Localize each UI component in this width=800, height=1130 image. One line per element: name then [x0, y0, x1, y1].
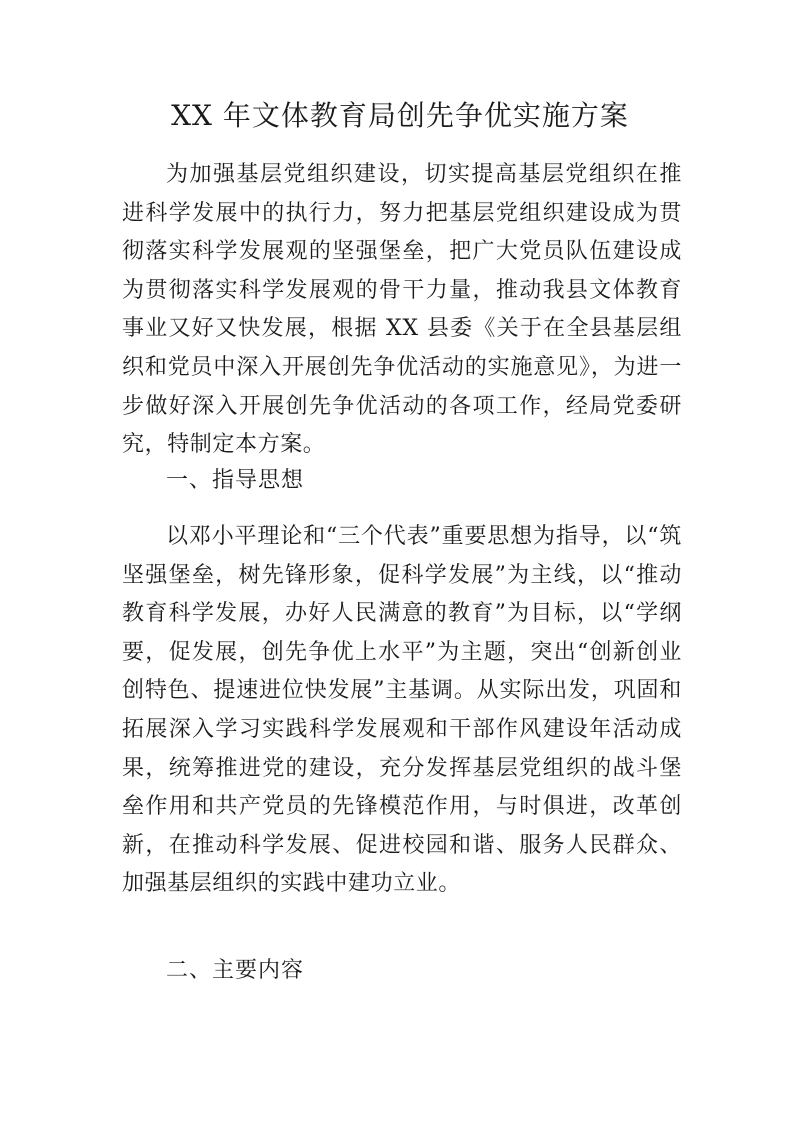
- document-title: XX 年文体教育局创先争优实施方案: [171, 99, 629, 132]
- intro-paragraph: 为加强基层党组织建设，切实提高基层党组织在推进科学发展中的执行力，努力把基层党组织建设成为贯彻落实科学发展观的坚强堡垒，把广大党员队伍建设成为贯彻落实科学发展观的骨干力量，推动我县文体教育事业又好又快发展，根据 XX 县委《关于在全县基层组织和党员中深入开展创先争优活动的实施意见》，为进一步做好深入开展创先争优活动的各项工作，经局党委研究，特制定本方案。: [122, 162, 682, 458]
- section-heading-main-content: 二、主要内容: [166, 958, 305, 983]
- guiding-ideology-paragraph: 以邓小平理论和“三个代表”重要思想为指导，以“筑坚强堡垒，树先锋形象，促科学发展”为主线，以“推动教育科学发展，办好人民满意的教育”为目标，以“学纲要，促发展，创先争优上水平”为主题，突出“创新创业创特色、提速进位快发展”主基调。从实际出发，巩固和拓展深入学习实践科学发展观和干部作风建设年活动成果，统筹推进党的建设，充分发挥基层党组织的战斗堡垒作用和共产党员的先锋模范作用，与时俱进，改革创新，在推动科学发展、促进校园和谐、服务人民群众、加强基层组织的实践中建功立业。: [122, 524, 682, 897]
- section-heading-guiding-ideology: 一、指导思想: [166, 468, 305, 493]
